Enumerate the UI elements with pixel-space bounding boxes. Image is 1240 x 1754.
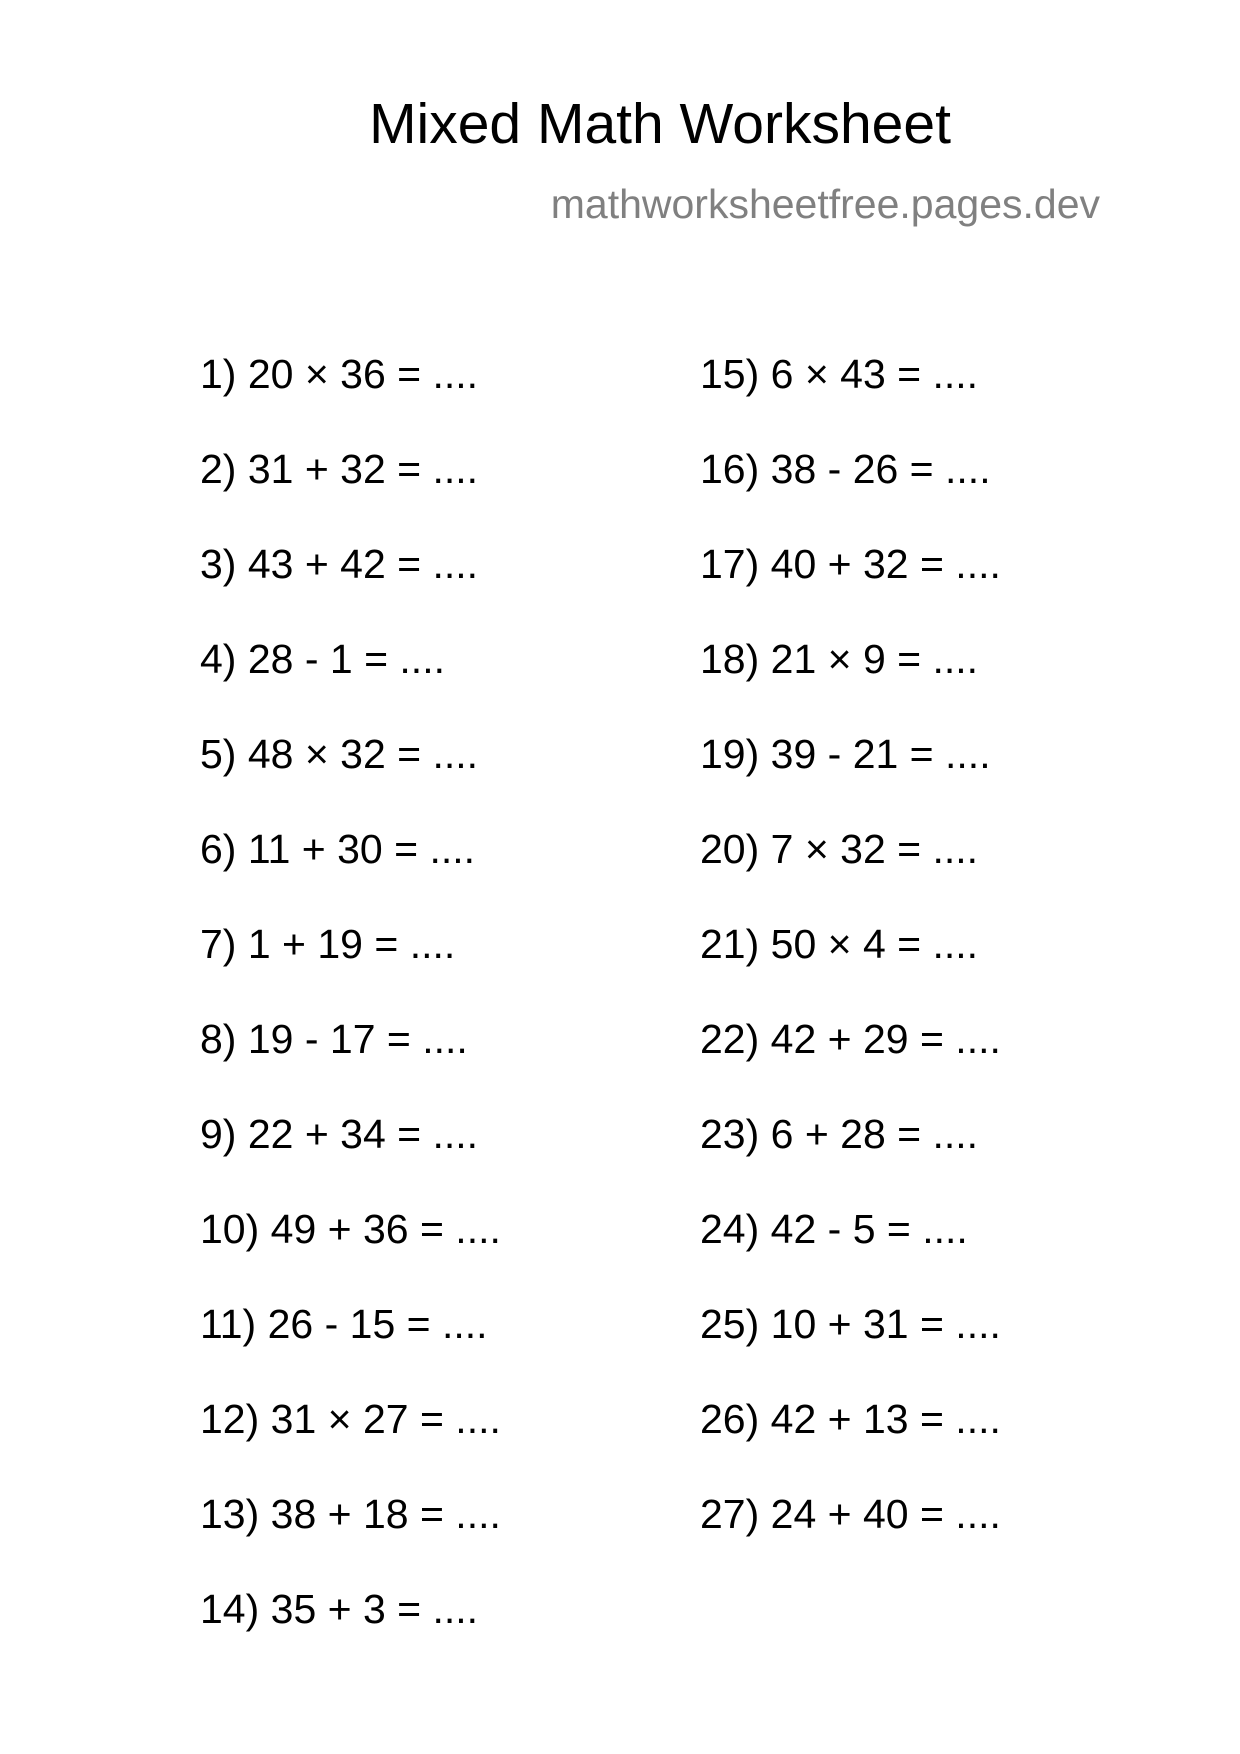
problem-21: 21) 50 × 4 = ....	[700, 921, 979, 967]
problem-27: 27) 24 + 40 = ....	[700, 1491, 1001, 1537]
problem-10: 10) 49 + 36 = ....	[200, 1206, 501, 1252]
problem-26: 26) 42 + 13 = ....	[700, 1396, 1001, 1442]
problem-23: 23) 6 + 28 = ....	[700, 1111, 979, 1157]
problem-17: 17) 40 + 32 = ....	[700, 541, 1001, 587]
problem-22: 22) 42 + 29 = ....	[700, 1016, 1001, 1062]
problem-5: 5) 48 × 32 = ....	[200, 731, 479, 777]
problem-11: 11) 26 - 15 = ....	[200, 1301, 488, 1347]
problem-9: 9) 22 + 34 = ....	[200, 1111, 479, 1157]
problem-18: 18) 21 × 9 = ....	[700, 636, 979, 682]
problem-column-left	[200, 351, 501, 1684]
problem-8: 8) 19 - 17 = ....	[200, 1016, 468, 1062]
problem-16: 16) 38 - 26 = ....	[700, 446, 991, 492]
problem-13: 13) 38 + 18 = ....	[200, 1491, 501, 1537]
problem-19: 19) 39 - 21 = ....	[700, 731, 991, 777]
problem-20: 20) 7 × 32 = ....	[700, 826, 979, 872]
problem-4: 4) 28 - 1 = ....	[200, 636, 445, 682]
problem-7: 7) 1 + 19 = ....	[200, 921, 456, 967]
site-url: mathworksheetfree.pages.dev	[550, 181, 1100, 227]
problem-12: 12) 31 × 27 = ....	[200, 1396, 501, 1442]
problem-24: 24) 42 - 5 = ....	[700, 1206, 968, 1252]
problem-6: 6) 11 + 30 = ....	[200, 826, 476, 872]
problem-14: 14) 35 + 3 = ....	[200, 1586, 479, 1632]
problem-column-right	[700, 351, 1001, 1589]
worksheet-title: Mixed Math Worksheet	[369, 92, 951, 156]
problem-25: 25) 10 + 31 = ....	[700, 1301, 1001, 1347]
problem-15: 15) 6 × 43 = ....	[700, 351, 979, 397]
problem-3: 3) 43 + 42 = ....	[200, 541, 479, 587]
problem-1: 1) 20 × 36 = ....	[200, 351, 479, 397]
problem-2: 2) 31 + 32 = ....	[200, 446, 479, 492]
